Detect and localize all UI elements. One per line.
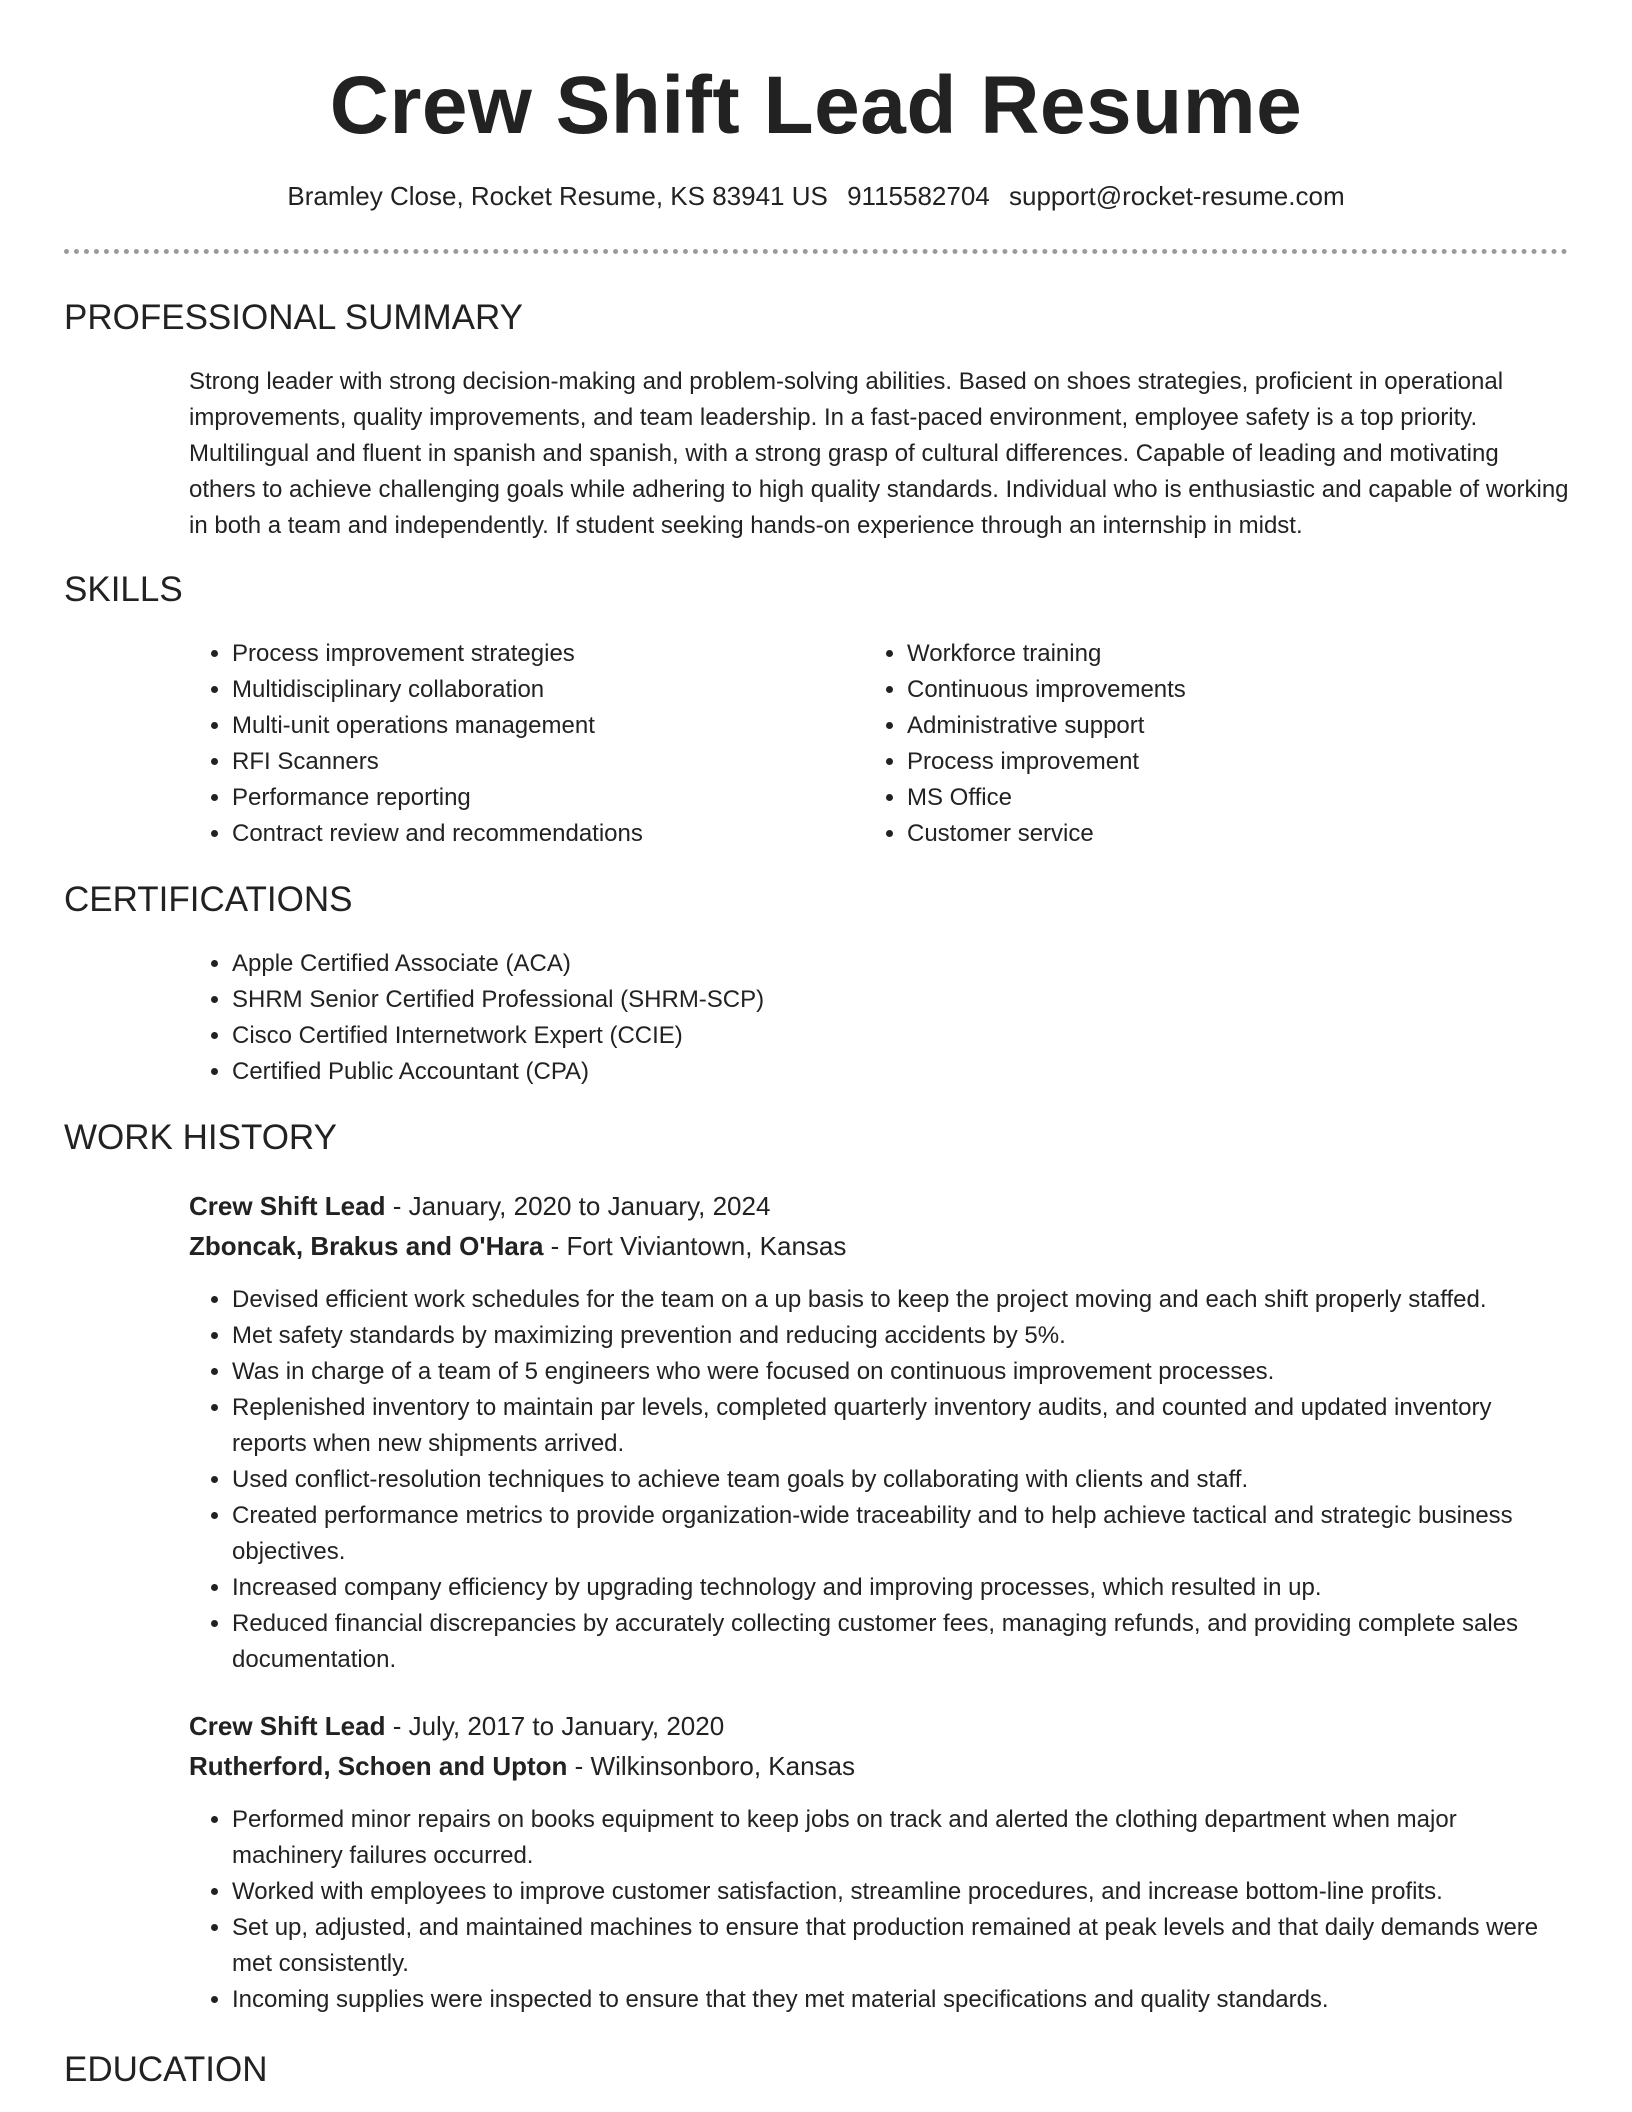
job-2-title-line <box>189 1706 724 1746</box>
certification-item: • Cisco Certified Internetwork Expert (CCIE) <box>232 1018 1532 1054</box>
job-bullet: • Increased company efficiency by upgrading technology and improving processes, which resulted in up. <box>232 1570 1570 1606</box>
contact-line <box>64 180 1568 212</box>
job-bullet: • Incoming supplies were inspected to ensure that they met material specifications and quality standards. <box>232 1982 1570 2018</box>
summary-heading: PROFESSIONAL SUMMARY <box>64 298 523 337</box>
job-dates: - July, 2017 to January, 2020 <box>385 1711 725 1741</box>
job-dates: - January, 2020 to January, 2024 <box>385 1191 771 1221</box>
job-company: Rutherford, Schoen and Upton <box>189 1751 568 1781</box>
summary-text: Strong leader with strong decision-making and problem-solving abilities. Based on shoes strategies, proficient in operational improvements, quality improvements, and team leadership. In a fast-paced environment, employee safety is a top priority. Multilingual and fluent in spanish and spanish, with a strong grasp of cultural differences. Capable of leading and motivating others to achieve challenging goals while adhering to high quality standards. Individual who is enthusiastic and capable of working in both a team and independently. If student seeking hands-on experience through an internship in midst. <box>189 368 1569 539</box>
resume-title: Crew Shift Lead Resume <box>329 60 1303 151</box>
job-bullet: • Created performance metrics to provide organization-wide traceability and to help achieve tactical and strategic business objectives. <box>232 1498 1570 1570</box>
skill-item: • Multi-unit operations management <box>232 708 872 744</box>
job-bullet: • Devised efficient work schedules for the team on a up basis to keep the project moving and each shift properly staffed. <box>232 1282 1570 1318</box>
skills-list-left <box>189 636 872 852</box>
certification-item: • SHRM Senior Certified Professional (SHRM-SCP) <box>232 982 1532 1018</box>
skill-item: • Contract review and recommendations <box>232 816 872 852</box>
job-bullet: • Replenished inventory to maintain par levels, completed quarterly inventory audits, and counted and updated inventory reports when new shipments arrived. <box>232 1390 1570 1462</box>
skill-item: • Process improvement <box>907 744 1547 780</box>
job-2-company-line <box>189 1746 855 1786</box>
job-1-company-line <box>189 1226 846 1266</box>
job-bullet: • Worked with employees to improve customer satisfaction, streamline procedures, and increase bottom-line profits. <box>232 1874 1570 1910</box>
contact-address: Bramley Close, Rocket Resume, KS 83941 US <box>287 181 828 211</box>
skills-heading: SKILLS <box>64 570 183 609</box>
job-bullet: • Reduced financial discrepancies by accurately collecting customer fees, managing refunds, and providing complete sales documentation. <box>232 1606 1570 1678</box>
education-heading: EDUCATION <box>64 2050 268 2089</box>
skill-item: • Process improvement strategies <box>232 636 872 672</box>
skill-item: • Customer service <box>907 816 1547 852</box>
job-bullet: • Was in charge of a team of 5 engineers who were focused on continuous improvement processes. <box>232 1354 1570 1390</box>
skill-item: • Administrative support <box>907 708 1547 744</box>
skill-item: • MS Office <box>907 780 1547 816</box>
job-location: - Fort Viviantown, Kansas <box>543 1231 847 1261</box>
skill-item: • Performance reporting <box>232 780 872 816</box>
contact-phone: 9115582704 <box>847 181 990 211</box>
skill-item: • Continuous improvements <box>907 672 1547 708</box>
job-bullet: • Performed minor repairs on books equipment to keep jobs on track and alerted the clothing department when major machinery failures occurred. <box>232 1802 1570 1874</box>
job-bullet: • Set up, adjusted, and maintained machines to ensure that production remained at peak levels and that daily demands were met consistently. <box>232 1910 1570 1982</box>
header-divider <box>64 249 1568 254</box>
resume-page <box>64 0 1569 2089</box>
skills-list-right <box>864 636 1547 852</box>
certifications-list <box>189 946 1532 1090</box>
job-role: Crew Shift Lead <box>189 1711 386 1741</box>
skill-item: • Workforce training <box>907 636 1547 672</box>
job-bullet: • Met safety standards by maximizing prevention and reducing accidents by 5%. <box>232 1318 1570 1354</box>
job-location: - Wilkinsonboro, Kansas <box>567 1751 855 1781</box>
contact-email: support@rocket-resume.com <box>1008 181 1345 211</box>
job-company: Zboncak, Brakus and O'Hara <box>189 1231 544 1261</box>
certifications-heading: CERTIFICATIONS <box>64 880 353 919</box>
certification-item: • Apple Certified Associate (ACA) <box>232 946 1532 982</box>
certification-item: • Certified Public Accountant (CPA) <box>232 1054 1532 1090</box>
job-2-bullets <box>189 1802 1570 2018</box>
job-role: Crew Shift Lead <box>189 1191 386 1221</box>
skill-item: • RFI Scanners <box>232 744 872 780</box>
job-bullet: • Used conflict-resolution techniques to achieve team goals by collaborating with clients and staff. <box>232 1462 1570 1498</box>
job-1-title-line <box>189 1186 770 1226</box>
work-history-heading: WORK HISTORY <box>64 1118 337 1157</box>
job-1-bullets <box>189 1282 1570 1678</box>
skill-item: • Multidisciplinary collaboration <box>232 672 872 708</box>
